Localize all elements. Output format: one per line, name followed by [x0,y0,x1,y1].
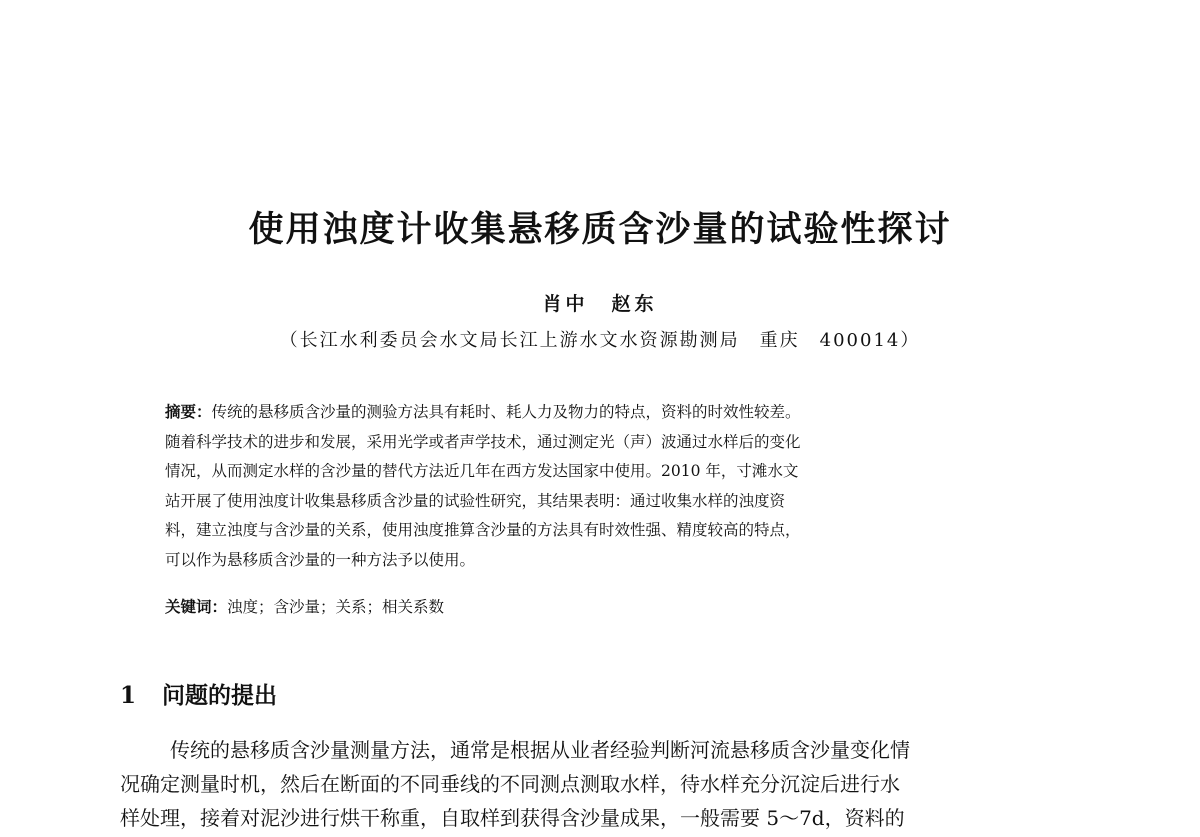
paper-affiliation: （长江水利委员会水文局长江上游水文水资源勘测局 重庆 400014） [279,330,921,351]
body-line: 样处理，接着对泥沙进行烘干称重，自取样到获得含沙量成果，一般需要 5～7d，资料的 [120,806,905,830]
body-paragraph [120,733,1090,835]
keywords-block [165,593,444,621]
abstract-line: 站开展了使用浊度计收集悬移质含沙量的试验性研究，其结果表明：通过收集水样的浊度资 [165,491,786,510]
abstract-text: 传统的悬移质含沙量的测验方法具有耗时、耗人力及物力的特点，资料的时效性较差。 [211,403,801,421]
paper-authors: 肖中 赵东 [542,293,658,315]
abstract-line: 情况，从而测定水样的含沙量的替代方法近几年在西方发达国家中使用。2010 年，寸滩水文 [165,462,799,480]
section-number: 1 [120,682,137,709]
section-title: 问题的提出 [162,682,277,709]
keywords-text: 浊度；含沙量；关系；相关系数 [227,598,445,616]
paper-title: 使用浊度计收集悬移质含沙量的试验性探讨 [248,210,952,250]
section-heading [120,680,277,712]
abstract-block [165,398,1055,575]
abstract-line [165,398,1055,428]
keywords-label: 关键词： [165,598,228,616]
abstract-line: 料，建立浊度与含沙量的关系，使用浊度推算含沙量的方法具有时效性强、精度较高的特点， [165,521,801,539]
body-line: 传统的悬移质含沙量测量方法，通常是根据从业者经验判断河流悬移质含沙量变化情 [170,738,910,762]
body-line: 况确定测量时机，然后在断面的不同垂线的不同测点测取水样，待水样充分沉淀后进行水 [120,772,900,796]
abstract-line: 可以作为悬移质含沙量的一种方法予以使用。 [165,550,476,569]
abstract-label: 摘要： [165,403,212,421]
abstract-line: 随着科学技术的进步和发展，采用光学或者声学技术，通过测定光（声）波通过水样后的变化 [165,432,801,451]
